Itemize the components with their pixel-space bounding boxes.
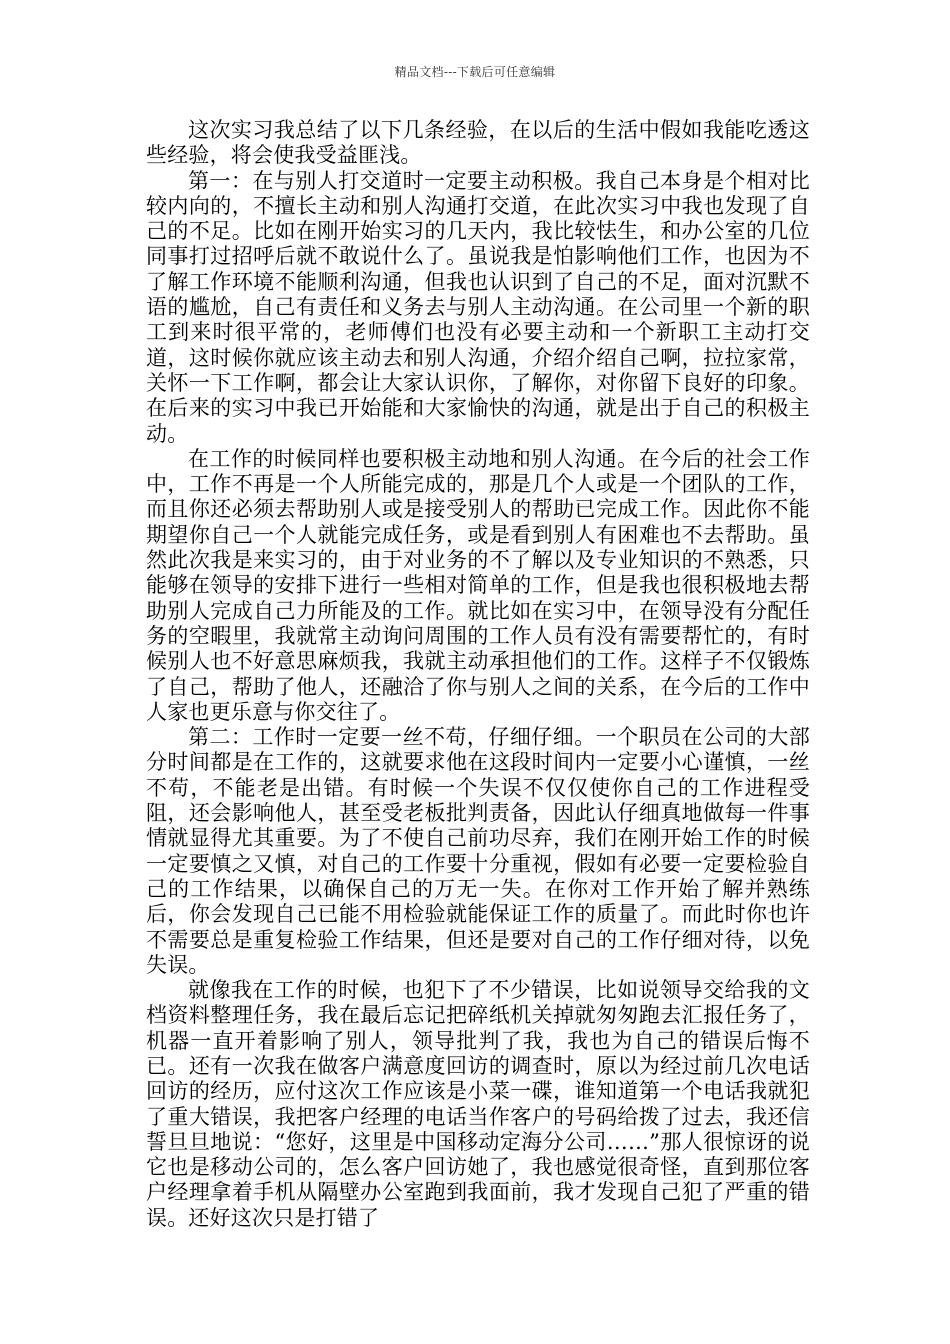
page-header: 精品文档---下载后可任意编辑 (394, 65, 556, 79)
document-body (146, 118, 810, 1231)
paragraph-mistakes-example: 就像我在工作的时候，也犯下了不少错误，比如说领导交给我的文档资料整理任务，我在最后忘记把碎纸机关掉就匆匆跑去汇报任务了，机器一直开着影响了别人，领导批判了我，我也为自己的错误后悔不已。还有一次我在做客户满意度回访的调查时，原以为经过前几次电话回访的经历，应付这次工作应该是小菜一碟，谁知道第一个电话我就犯了重大错误，我把客户经理的电话当作客户的号码给拨了过去，我还信誓旦旦地说：“您好，这里是中国移动定海分公司……”那人很惊讶的说它也是移动公司的，怎么客户回访她了，我也感觉很奇怪，直到那位客户经理拿着手机从隔壁办公室跑到我面前，我才发现自己犯了严重的错误。还好这次只是打错了 (146, 978, 810, 1230)
paragraph-communication: 在工作的时候同样也要积极主动地和别人沟通。在今后的社会工作中，工作不再是一个人所能完成的，那是几个人或是一个团队的工作，而且你还必须去帮助别人或是接受别人的帮助已完成工作。因此你不能期望你自己一个人就能完成任务，或是看到别人有困难也不去帮助。虽然此次我是来实习的，由于对业务的不了解以及专业知识的不熟悉，只能够在领导的安排下进行一些相对简单的工作，但是我也很积极地去帮助别人完成自己力所能及的工作。就比如在实习中，在领导没有分配任务的空暇里，我就常主动询问周围的工作人员有没有需要帮忙的，有时候别人也不好意思麻烦我，我就主动承担他们的工作。这样子不仅锻炼了自己，帮助了他人，还融洽了你与别人之间的关系，在今后的工作中人家也更乐意与你交往了。 (146, 446, 810, 724)
paragraph-point-one: 第一：在与别人打交道时一定要主动积极。我自己本身是个相对比较内向的，不擅长主动和别人沟通打交道，在此次实习中我也发现了自己的不足。比如在刚开始实习的几天内，我比较怯生，和办公室的几位同事打过招呼后就不敢说什么了。虽说我是怕影响他们工作，也因为不了解工作环境不能顺利沟通，但我也认识到了自己的不足，面对沉默不语的尴尬，自己有责任和义务去与别人主动沟通。在公司里一个新的职工到来时很平常的，老师傅们也没有必要主动和一个新职工主动打交道，这时候你就应该主动去和别人沟通，介绍介绍自己啊，拉拉家常，关怀一下工作啊，都会让大家认识你，了解你，对你留下良好的印象。在后来的实习中我已开始能和大家愉快的沟通，就是出于自己的积极主动。 (146, 168, 810, 446)
paragraph-intro: 这次实习我总结了以下几条经验，在以后的生活中假如我能吃透这些经验，将会使我受益匪浅。 (146, 118, 810, 168)
paragraph-point-two: 第二：工作时一定要一丝不苟，仔细仔细。一个职员在公司的大部分时间都是在工作的，这就要求他在这段时间内一定要小心谨慎，一丝不苟，不能老是出错。有时候一个失误不仅仅使你自己的工作进程受阻，还会影响他人，甚至受老板批判责备，因此认仔细真地做每一件事情就显得尤其重要。为了不使自己前功尽弃，我们在刚开始工作的时候一定要慎之又慎，对自己的工作要十分重视，假如有必要一定要检验自己的工作结果，以确保自己的万无一失。在你对工作开始了解并熟练后，你会发现自己已能不用检验就能保证工作的质量了。而此时你也许不需要总是重复检验工作结果，但还是要对自己的工作仔细对待，以免失误。 (146, 725, 810, 977)
